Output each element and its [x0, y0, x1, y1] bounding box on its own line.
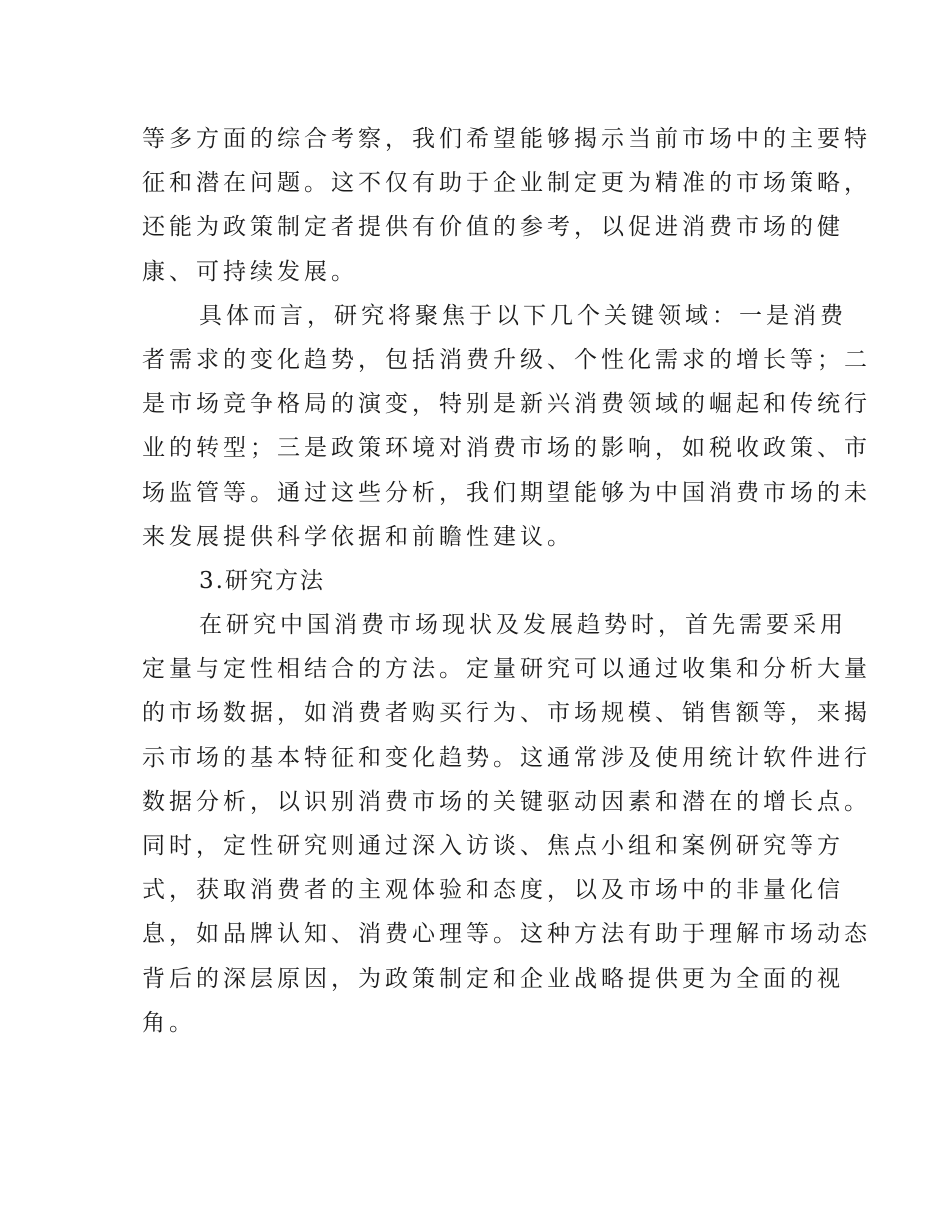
paragraph-continuation [142, 117, 871, 294]
text-line: 康、可持续发展。 [142, 258, 358, 285]
text-line: 还能为政策制定者提供有价值的参考，以促进消费市场的健 [142, 214, 844, 241]
text-line: 是市场竞争格局的演变，特别是新兴消费领域的崛起和传统行 [142, 391, 871, 418]
text-line: 征和潜在问题。这不仅有助于企业制定更为精准的市场策略， [142, 170, 871, 197]
document-body [142, 117, 871, 1045]
text-line: 业的转型；三是政策环境对消费市场的影响，如税收政策、市 [142, 435, 871, 462]
text-line: 式，获取消费者的主观体验和态度，以及市场中的非量化信 [142, 877, 844, 904]
text-line: 背后的深层原因，为政策制定和企业战略提供更为全面的视 [142, 965, 844, 992]
text-line: 角。 [142, 1009, 196, 1036]
text-line: 等多方面的综合考察，我们希望能够揭示当前市场中的主要特 [142, 126, 871, 152]
paragraph-focus [142, 294, 871, 559]
text-line: 息，如品牌认知、消费心理等。这种方法有助于理解市场动态 [142, 921, 871, 948]
text-line: 在研究中国消费市场现状及发展趋势时，首先需要采用 [199, 612, 847, 639]
text-line: 的市场数据，如消费者购买行为、市场规模、销售额等，来揭 [142, 700, 871, 727]
text-line: 定量与定性相结合的方法。定量研究可以通过收集和分析大量 [142, 656, 871, 683]
text-line: 来发展提供科学依据和前瞻性建议。 [142, 523, 574, 550]
text-line: 示市场的基本特征和变化趋势。这通常涉及使用统计软件进行 [142, 744, 871, 771]
text-line: 者需求的变化趋势，包括消费升级、个性化需求的增长等；二 [142, 346, 871, 373]
text-line: 数据分析，以识别消费市场的关键驱动因素和潜在的增长点。 [142, 788, 871, 815]
paragraph-method [142, 603, 871, 1045]
text-line: 同时，定性研究则通过深入访谈、焦点小组和案例研究等方 [142, 833, 844, 859]
text-line: 场监管等。通过这些分析，我们期望能够为中国消费市场的未 [142, 479, 871, 506]
text-line: 具体而言，研究将聚焦于以下几个关键领域：一是消费 [199, 302, 847, 329]
section-heading: 3.研究方法 [199, 567, 325, 594]
